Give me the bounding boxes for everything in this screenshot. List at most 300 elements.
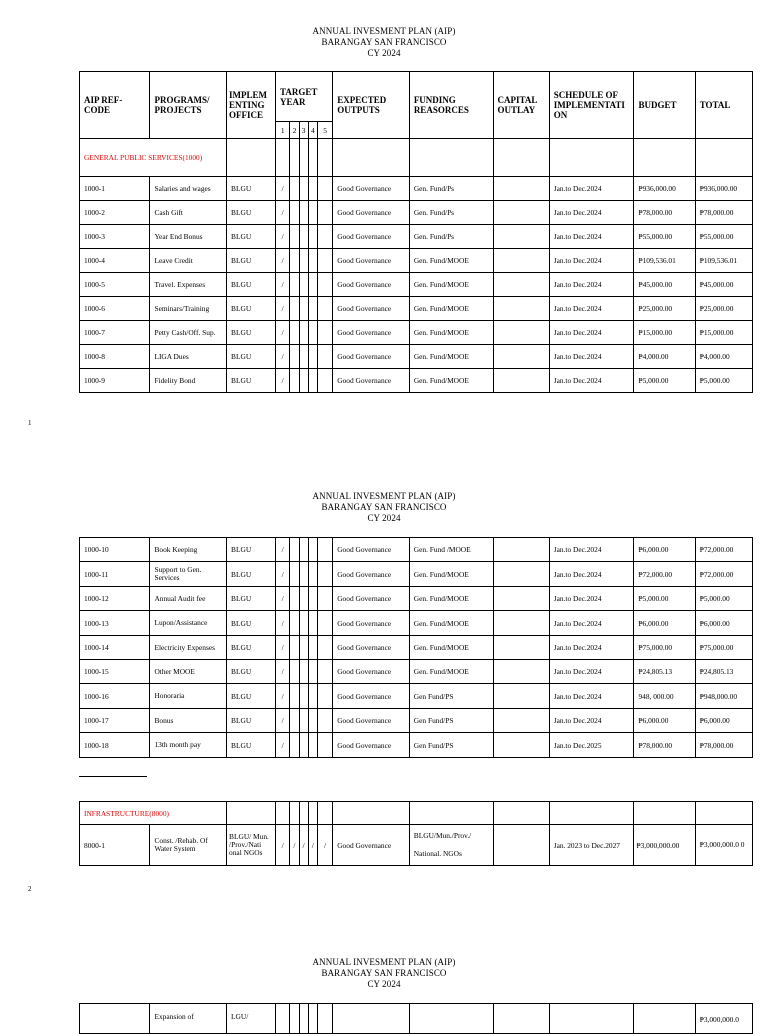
total: ₱15,000.00 — [695, 321, 752, 345]
capital-outlay — [493, 636, 549, 660]
office: BLGU — [227, 345, 276, 369]
col-header-schedule: SCHEDULE OF IMPLEMENTATI ON — [549, 72, 634, 139]
target-empty — [317, 587, 332, 611]
schedule: Jan.to Dec.2025 — [549, 733, 634, 758]
budget: ₱6,000.00 — [634, 709, 695, 733]
target-check: / — [276, 709, 290, 733]
program: Other MOOE — [150, 660, 227, 684]
capital-outlay — [493, 201, 549, 225]
total: ₱72,000.00 — [695, 562, 752, 587]
program: Book Keeping — [150, 538, 227, 562]
aip-table-page-1 — [79, 71, 753, 393]
section-general-public-services: GENERAL PUBLIC SERVICES(1000) — [80, 139, 227, 177]
target-empty — [299, 636, 308, 660]
schedule: Jan.to Dec.2024 — [549, 538, 634, 562]
budget: ₱24,805.13 — [634, 660, 695, 684]
target-empty — [290, 369, 299, 393]
target-empty — [308, 297, 317, 321]
program: 13th month pay — [150, 733, 227, 758]
target-empty — [290, 321, 299, 345]
office: BLGU — [227, 273, 276, 297]
barangay-name: BARANGAY SAN FRANCISCO — [321, 502, 447, 512]
target-empty — [317, 345, 332, 369]
target-check: / — [276, 733, 290, 758]
capital-outlay — [493, 249, 549, 273]
program: Support to Gen. Services — [150, 562, 227, 587]
capital-outlay — [493, 538, 549, 562]
col-header-funding: FUNDING REASORCES — [409, 72, 493, 139]
plan-year: CY 2024 — [367, 48, 401, 58]
table-row — [80, 587, 753, 611]
barangay-name: BARANGAY SAN FRANCISCO — [321, 968, 447, 978]
target-check: / — [276, 225, 290, 249]
target-check: / — [276, 587, 290, 611]
program: Honoraria — [150, 684, 227, 709]
office: BLGU — [227, 562, 276, 587]
table-row — [80, 321, 753, 345]
col-header-ref: AIP REF-CODE — [80, 72, 150, 139]
capital-outlay — [493, 297, 549, 321]
target-empty — [317, 709, 332, 733]
capital-outlay — [493, 273, 549, 297]
plan-title: ANNUAL INVESMENT PLAN (AIP) — [312, 26, 456, 36]
schedule: Jan.to Dec.2024 — [549, 636, 634, 660]
funding: Gen. Fund/MOOE — [409, 369, 493, 393]
total: ₱78,000.00 — [695, 201, 752, 225]
target-empty — [299, 321, 308, 345]
budget: ₱6,000.00 — [634, 611, 695, 636]
target-empty — [299, 562, 308, 587]
page-header — [0, 491, 768, 524]
ref-code: 1000-9 — [80, 369, 150, 393]
page-1-rows — [80, 177, 753, 393]
ref-code: 1000-11 — [80, 562, 150, 587]
target-check: / — [276, 297, 290, 321]
budget: ₱55,000.00 — [634, 225, 695, 249]
table-row — [80, 1004, 753, 1034]
program: Year End Bonus — [150, 225, 227, 249]
budget: ₱25,000.00 — [634, 297, 695, 321]
ref-code: 1000-7 — [80, 321, 150, 345]
office: BLGU — [227, 249, 276, 273]
divider-line — [79, 776, 147, 777]
budget: ₱78,000.00 — [634, 733, 695, 758]
capital-outlay — [493, 684, 549, 709]
funding: Gen Fund/PS — [409, 709, 493, 733]
ref-code: 1000-3 — [80, 225, 150, 249]
total: ₱78,000.00 — [695, 733, 752, 758]
schedule: Jan.to Dec.2024 — [549, 297, 634, 321]
target-empty — [308, 345, 317, 369]
budget: ₱45,000.00 — [634, 273, 695, 297]
target-empty — [317, 297, 332, 321]
schedule: Jan.to Dec.2024 — [549, 201, 634, 225]
plan-title: ANNUAL INVESMENT PLAN (AIP) — [312, 491, 456, 501]
outputs: Good Governance — [333, 177, 410, 201]
funding: Gen. Fund/Ps — [409, 225, 493, 249]
col-header-capital: CAPITAL OUTLAY — [493, 72, 549, 139]
total: ₱75,000.00 — [695, 636, 752, 660]
infra-table — [79, 801, 753, 866]
target-check: / — [290, 825, 299, 866]
target-check: / — [276, 321, 290, 345]
target-empty — [308, 636, 317, 660]
table-row — [80, 345, 753, 369]
program: Expansion of — [150, 1004, 227, 1034]
target-empty — [290, 709, 299, 733]
plan-title: ANNUAL INVESMENT PLAN (AIP) — [312, 957, 456, 967]
target-check: / — [276, 684, 290, 709]
program: LIGA Dues — [150, 345, 227, 369]
ref-code: 1000-13 — [80, 611, 150, 636]
target-empty — [308, 660, 317, 684]
target-check: / — [276, 660, 290, 684]
capital-outlay — [493, 709, 549, 733]
funding: Gen. Fund/MOOE — [409, 345, 493, 369]
capital-outlay — [493, 321, 549, 345]
office: BLGU — [227, 177, 276, 201]
target-check: / — [276, 636, 290, 660]
ref-code: 1000-17 — [80, 709, 150, 733]
capital-outlay — [493, 611, 549, 636]
target-empty — [299, 369, 308, 393]
funding: Gen. Fund/MOOE — [409, 273, 493, 297]
office: BLGU — [227, 684, 276, 709]
col-header-programs: PROGRAMS/ PROJECTS — [150, 72, 227, 139]
schedule: Jan.to Dec.2024 — [549, 562, 634, 587]
schedule: Jan.to Dec.2024 — [549, 321, 634, 345]
funding-line-2: National. NGOs — [413, 849, 462, 858]
program: Salaries and wages — [150, 177, 227, 201]
target-check: / — [276, 369, 290, 393]
target-empty — [290, 562, 299, 587]
table-row — [80, 369, 753, 393]
target-empty — [299, 177, 308, 201]
funding: Gen. Fund/MOOE — [409, 249, 493, 273]
table-row — [80, 709, 753, 733]
capital-outlay — [493, 225, 549, 249]
target-check: / — [299, 825, 308, 866]
page-number: 2 — [28, 885, 32, 893]
target-empty — [290, 225, 299, 249]
table-row — [80, 660, 753, 684]
target-empty — [290, 273, 299, 297]
office: BLGU/ Mun. /Prov./Nati onal NGOs — [227, 825, 276, 866]
budget: ₱3,000,000.00 — [634, 825, 695, 866]
office: BLGU — [227, 611, 276, 636]
ref-code: 1000-16 — [80, 684, 150, 709]
plan-year: CY 2024 — [367, 513, 401, 523]
schedule: Jan.to Dec.2024 — [549, 345, 634, 369]
budget: ₱15,000.00 — [634, 321, 695, 345]
outputs: Good Governance — [333, 297, 410, 321]
target-empty — [317, 225, 332, 249]
target-empty — [299, 660, 308, 684]
target-empty — [317, 177, 332, 201]
target-empty — [317, 733, 332, 758]
schedule: Jan.to Dec.2024 — [549, 660, 634, 684]
table-row — [80, 249, 753, 273]
total: ₱5,000.00 — [695, 587, 752, 611]
target-year-4: 4 — [308, 122, 317, 139]
target-year-3: 3 — [299, 122, 308, 139]
total: ₱109,536.01 — [695, 249, 752, 273]
office: BLGU — [227, 538, 276, 562]
target-empty — [290, 684, 299, 709]
schedule: Jan.to Dec.2024 — [549, 249, 634, 273]
outputs: Good Governance — [333, 733, 410, 758]
outputs: Good Governance — [333, 684, 410, 709]
target-check: / — [276, 273, 290, 297]
office: BLGU — [227, 225, 276, 249]
capital-outlay — [493, 587, 549, 611]
target-check: / — [317, 825, 332, 866]
target-empty — [308, 684, 317, 709]
budget: ₱5,000.00 — [634, 587, 695, 611]
target-empty — [299, 201, 308, 225]
funding: Gen Fund/PS — [409, 684, 493, 709]
table-row — [80, 201, 753, 225]
table-row — [80, 733, 753, 758]
funding: Gen. Fund/MOOE — [409, 297, 493, 321]
target-empty — [308, 562, 317, 587]
page-header — [0, 957, 768, 990]
outputs: Good Governance — [333, 825, 410, 866]
ref-code: 1000-14 — [80, 636, 150, 660]
budget: ₱936,000.00 — [634, 177, 695, 201]
outputs: Good Governance — [333, 660, 410, 684]
total: ₱45,000.00 — [695, 273, 752, 297]
target-empty — [290, 733, 299, 758]
funding: Gen. Fund/MOOE — [409, 660, 493, 684]
target-empty — [290, 587, 299, 611]
target-empty — [290, 201, 299, 225]
ref-code: 1000-4 — [80, 249, 150, 273]
ref-code: 1000-12 — [80, 587, 150, 611]
page-2-rows — [80, 538, 753, 777]
target-check: / — [276, 201, 290, 225]
target-empty — [308, 201, 317, 225]
target-empty — [317, 201, 332, 225]
ref-code: 1000-10 — [80, 538, 150, 562]
target-check: / — [276, 562, 290, 587]
total: ₱55,000.00 — [695, 225, 752, 249]
office: LGU/ — [227, 1004, 276, 1034]
outputs: Good Governance — [333, 369, 410, 393]
program: Petty Cash/Off. Sup. — [150, 321, 227, 345]
ref-code: 8000-1 — [80, 825, 150, 866]
funding: Gen. Fund/MOOE — [409, 321, 493, 345]
schedule: Jan.to Dec.2024 — [549, 177, 634, 201]
ref-code: 1000-2 — [80, 201, 150, 225]
col-header-total: TOTAL — [695, 72, 752, 139]
target-empty — [308, 611, 317, 636]
budget: ₱72,000.00 — [634, 562, 695, 587]
target-empty — [317, 369, 332, 393]
capital-outlay — [493, 177, 549, 201]
target-year-2: 2 — [290, 122, 299, 139]
target-check: / — [308, 825, 317, 866]
target-empty — [317, 611, 332, 636]
target-empty — [308, 587, 317, 611]
funding: Gen. Fund /MOOE — [409, 538, 493, 562]
schedule: Jan.to Dec.2024 — [549, 611, 634, 636]
target-empty — [290, 249, 299, 273]
plan-year: CY 2024 — [367, 979, 401, 989]
target-empty — [299, 273, 308, 297]
capital-outlay — [493, 660, 549, 684]
program: Const. /Rehab. Of Water System — [150, 825, 227, 866]
table-row — [80, 297, 753, 321]
outputs: Good Governance — [333, 587, 410, 611]
target-check: / — [276, 177, 290, 201]
office: BLGU — [227, 733, 276, 758]
target-check: / — [276, 345, 290, 369]
program: Seminars/Training — [150, 297, 227, 321]
col-header-outputs: EXPECTED OUTPUTS — [333, 72, 410, 139]
target-empty — [290, 660, 299, 684]
target-empty — [308, 538, 317, 562]
outputs: Good Governance — [333, 201, 410, 225]
schedule: Jan.to Dec.2024 — [549, 709, 634, 733]
aip-table-page-3 — [79, 1003, 753, 1034]
outputs: Good Governance — [333, 611, 410, 636]
office: BLGU — [227, 321, 276, 345]
ref-code: 1000-5 — [80, 273, 150, 297]
target-empty — [299, 611, 308, 636]
target-year-1: 1 — [276, 122, 290, 139]
capital-outlay — [493, 369, 549, 393]
total: ₱6,000.00 — [695, 611, 752, 636]
target-empty — [290, 611, 299, 636]
table-row — [80, 225, 753, 249]
total: ₱3,000,000.0 — [695, 1004, 752, 1034]
outputs: Good Governance — [333, 273, 410, 297]
ref-code: 1000-1 — [80, 177, 150, 201]
schedule: Jan.to Dec.2024 — [549, 587, 634, 611]
target-empty — [317, 538, 332, 562]
col-header-target: TARGET YEAR — [276, 72, 333, 122]
office: BLGU — [227, 636, 276, 660]
total: ₱24,805.13 — [695, 660, 752, 684]
table-row — [80, 273, 753, 297]
office: BLGU — [227, 201, 276, 225]
budget: ₱75,000.00 — [634, 636, 695, 660]
program: Bonus — [150, 709, 227, 733]
office: BLGU — [227, 369, 276, 393]
target-empty — [299, 709, 308, 733]
schedule: Jan.to Dec.2024 — [549, 273, 634, 297]
target-empty — [290, 177, 299, 201]
total: ₱5,000.00 — [695, 369, 752, 393]
total: ₱25,000.00 — [695, 297, 752, 321]
empty-row — [80, 758, 753, 777]
outputs: Good Governance — [333, 225, 410, 249]
total: ₱936,000.00 — [695, 177, 752, 201]
target-empty — [308, 249, 317, 273]
funding-line-1: BLGU/Mun./Prov./ — [413, 831, 472, 840]
total: ₱948,000.00 — [695, 684, 752, 709]
schedule: Jan.to Dec.2024 — [549, 369, 634, 393]
target-empty — [317, 636, 332, 660]
target-empty — [290, 345, 299, 369]
target-empty — [290, 297, 299, 321]
program: Annual Audit fee — [150, 587, 227, 611]
target-empty — [317, 660, 332, 684]
ref-code: 1000-6 — [80, 297, 150, 321]
target-check: / — [276, 611, 290, 636]
target-empty — [299, 345, 308, 369]
office: BLGU — [227, 660, 276, 684]
program: Cash Gift — [150, 201, 227, 225]
program: Travel. Expenses — [150, 273, 227, 297]
program: Leave Credit — [150, 249, 227, 273]
ref-code: 1000-8 — [80, 345, 150, 369]
target-empty — [317, 273, 332, 297]
section-infrastructure: INFRASTRUCTURE(8000) — [80, 802, 227, 825]
outputs: Good Governance — [333, 321, 410, 345]
table-row — [80, 611, 753, 636]
office: BLGU — [227, 297, 276, 321]
outputs: Good Governance — [333, 345, 410, 369]
target-empty — [308, 177, 317, 201]
schedule: Jan.to Dec.2024 — [549, 684, 634, 709]
page-number: 1 — [28, 419, 32, 427]
program: Fidelity Bond — [150, 369, 227, 393]
funding: Gen. Fund/MOOE — [409, 562, 493, 587]
target-empty — [308, 709, 317, 733]
schedule: Jan. 2023 to Dec.2027 — [549, 825, 634, 866]
target-empty — [299, 684, 308, 709]
target-empty — [317, 321, 332, 345]
outputs: Good Governance — [333, 636, 410, 660]
target-empty — [290, 636, 299, 660]
target-empty — [299, 733, 308, 758]
capital-outlay — [493, 345, 549, 369]
table-row — [80, 538, 753, 562]
budget: ₱5,000.00 — [634, 369, 695, 393]
table-row — [80, 636, 753, 660]
ref-code: 1000-18 — [80, 733, 150, 758]
outputs: Good Governance — [333, 562, 410, 587]
table-row — [80, 684, 753, 709]
target-empty — [308, 273, 317, 297]
page-header — [0, 26, 768, 59]
funding: Gen Fund/PS — [409, 733, 493, 758]
target-check: / — [276, 538, 290, 562]
table-row — [80, 825, 753, 866]
total: ₱6,000.00 — [695, 709, 752, 733]
target-empty — [308, 321, 317, 345]
funding: Gen. Fund/MOOE — [409, 587, 493, 611]
target-empty — [299, 538, 308, 562]
outputs: Good Governance — [333, 249, 410, 273]
schedule: Jan.to Dec.2024 — [549, 225, 634, 249]
funding: Gen. Fund/Ps — [409, 201, 493, 225]
program: Electricity Expenses — [150, 636, 227, 660]
target-empty — [308, 225, 317, 249]
budget: 948, 000.00 — [634, 684, 695, 709]
barangay-name: BARANGAY SAN FRANCISCO — [321, 37, 447, 47]
budget: ₱109,536.01 — [634, 249, 695, 273]
target-empty — [290, 538, 299, 562]
target-empty — [308, 733, 317, 758]
program: Lupon/Assistance — [150, 611, 227, 636]
col-header-budget: BUDGET — [634, 72, 695, 139]
outputs: Good Governance — [333, 709, 410, 733]
table-row — [80, 177, 753, 201]
total: ₱72,000.00 — [695, 538, 752, 562]
